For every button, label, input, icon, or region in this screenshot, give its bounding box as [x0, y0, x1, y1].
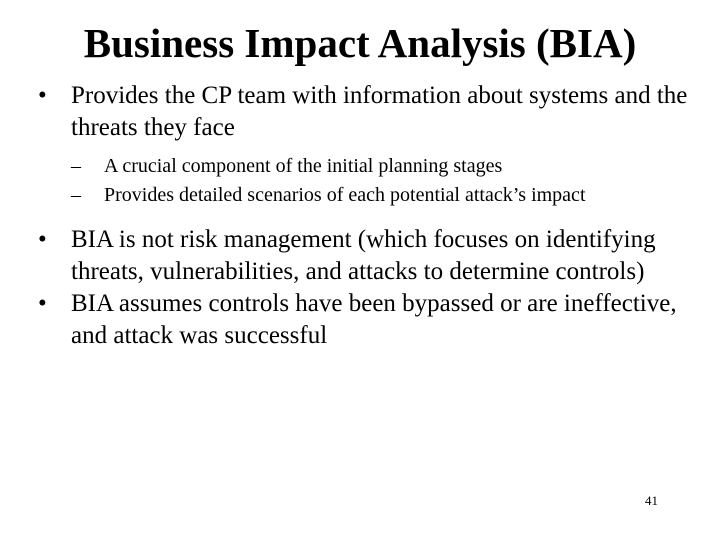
sub-bullet-text: Provides detailed scenarios of each potential attack’s impact — [104, 184, 586, 206]
slide-title: Business Impact Analysis (BIA) — [83, 20, 637, 66]
bullet-item — [38, 288, 698, 352]
bullet-text: Provides the CP team with information about systems and the threats they face — [71, 82, 688, 141]
bullet-marker: • — [38, 290, 47, 317]
bullet-text: BIA assumes controls have been bypassed or are ineffective, and attack was successful — [71, 290, 677, 349]
dash-marker: – — [71, 184, 81, 206]
sub-bullet-text: A crucial component of the initial planning stages — [104, 155, 503, 177]
page-number: 41 — [645, 493, 658, 508]
sub-bullet-list — [71, 152, 698, 210]
bullet-list — [38, 80, 698, 352]
bullet-item — [38, 80, 698, 210]
sub-bullet-item — [71, 181, 698, 210]
bullet-marker: • — [38, 226, 47, 253]
bullet-item — [38, 224, 698, 288]
bullet-text: BIA is not risk management (which focuses on identifying threats, vulnerabilities, and attacks to determine controls) — [71, 226, 656, 285]
sub-bullet-item — [71, 152, 698, 181]
dash-marker: – — [71, 155, 81, 177]
bullet-marker: • — [38, 82, 47, 109]
